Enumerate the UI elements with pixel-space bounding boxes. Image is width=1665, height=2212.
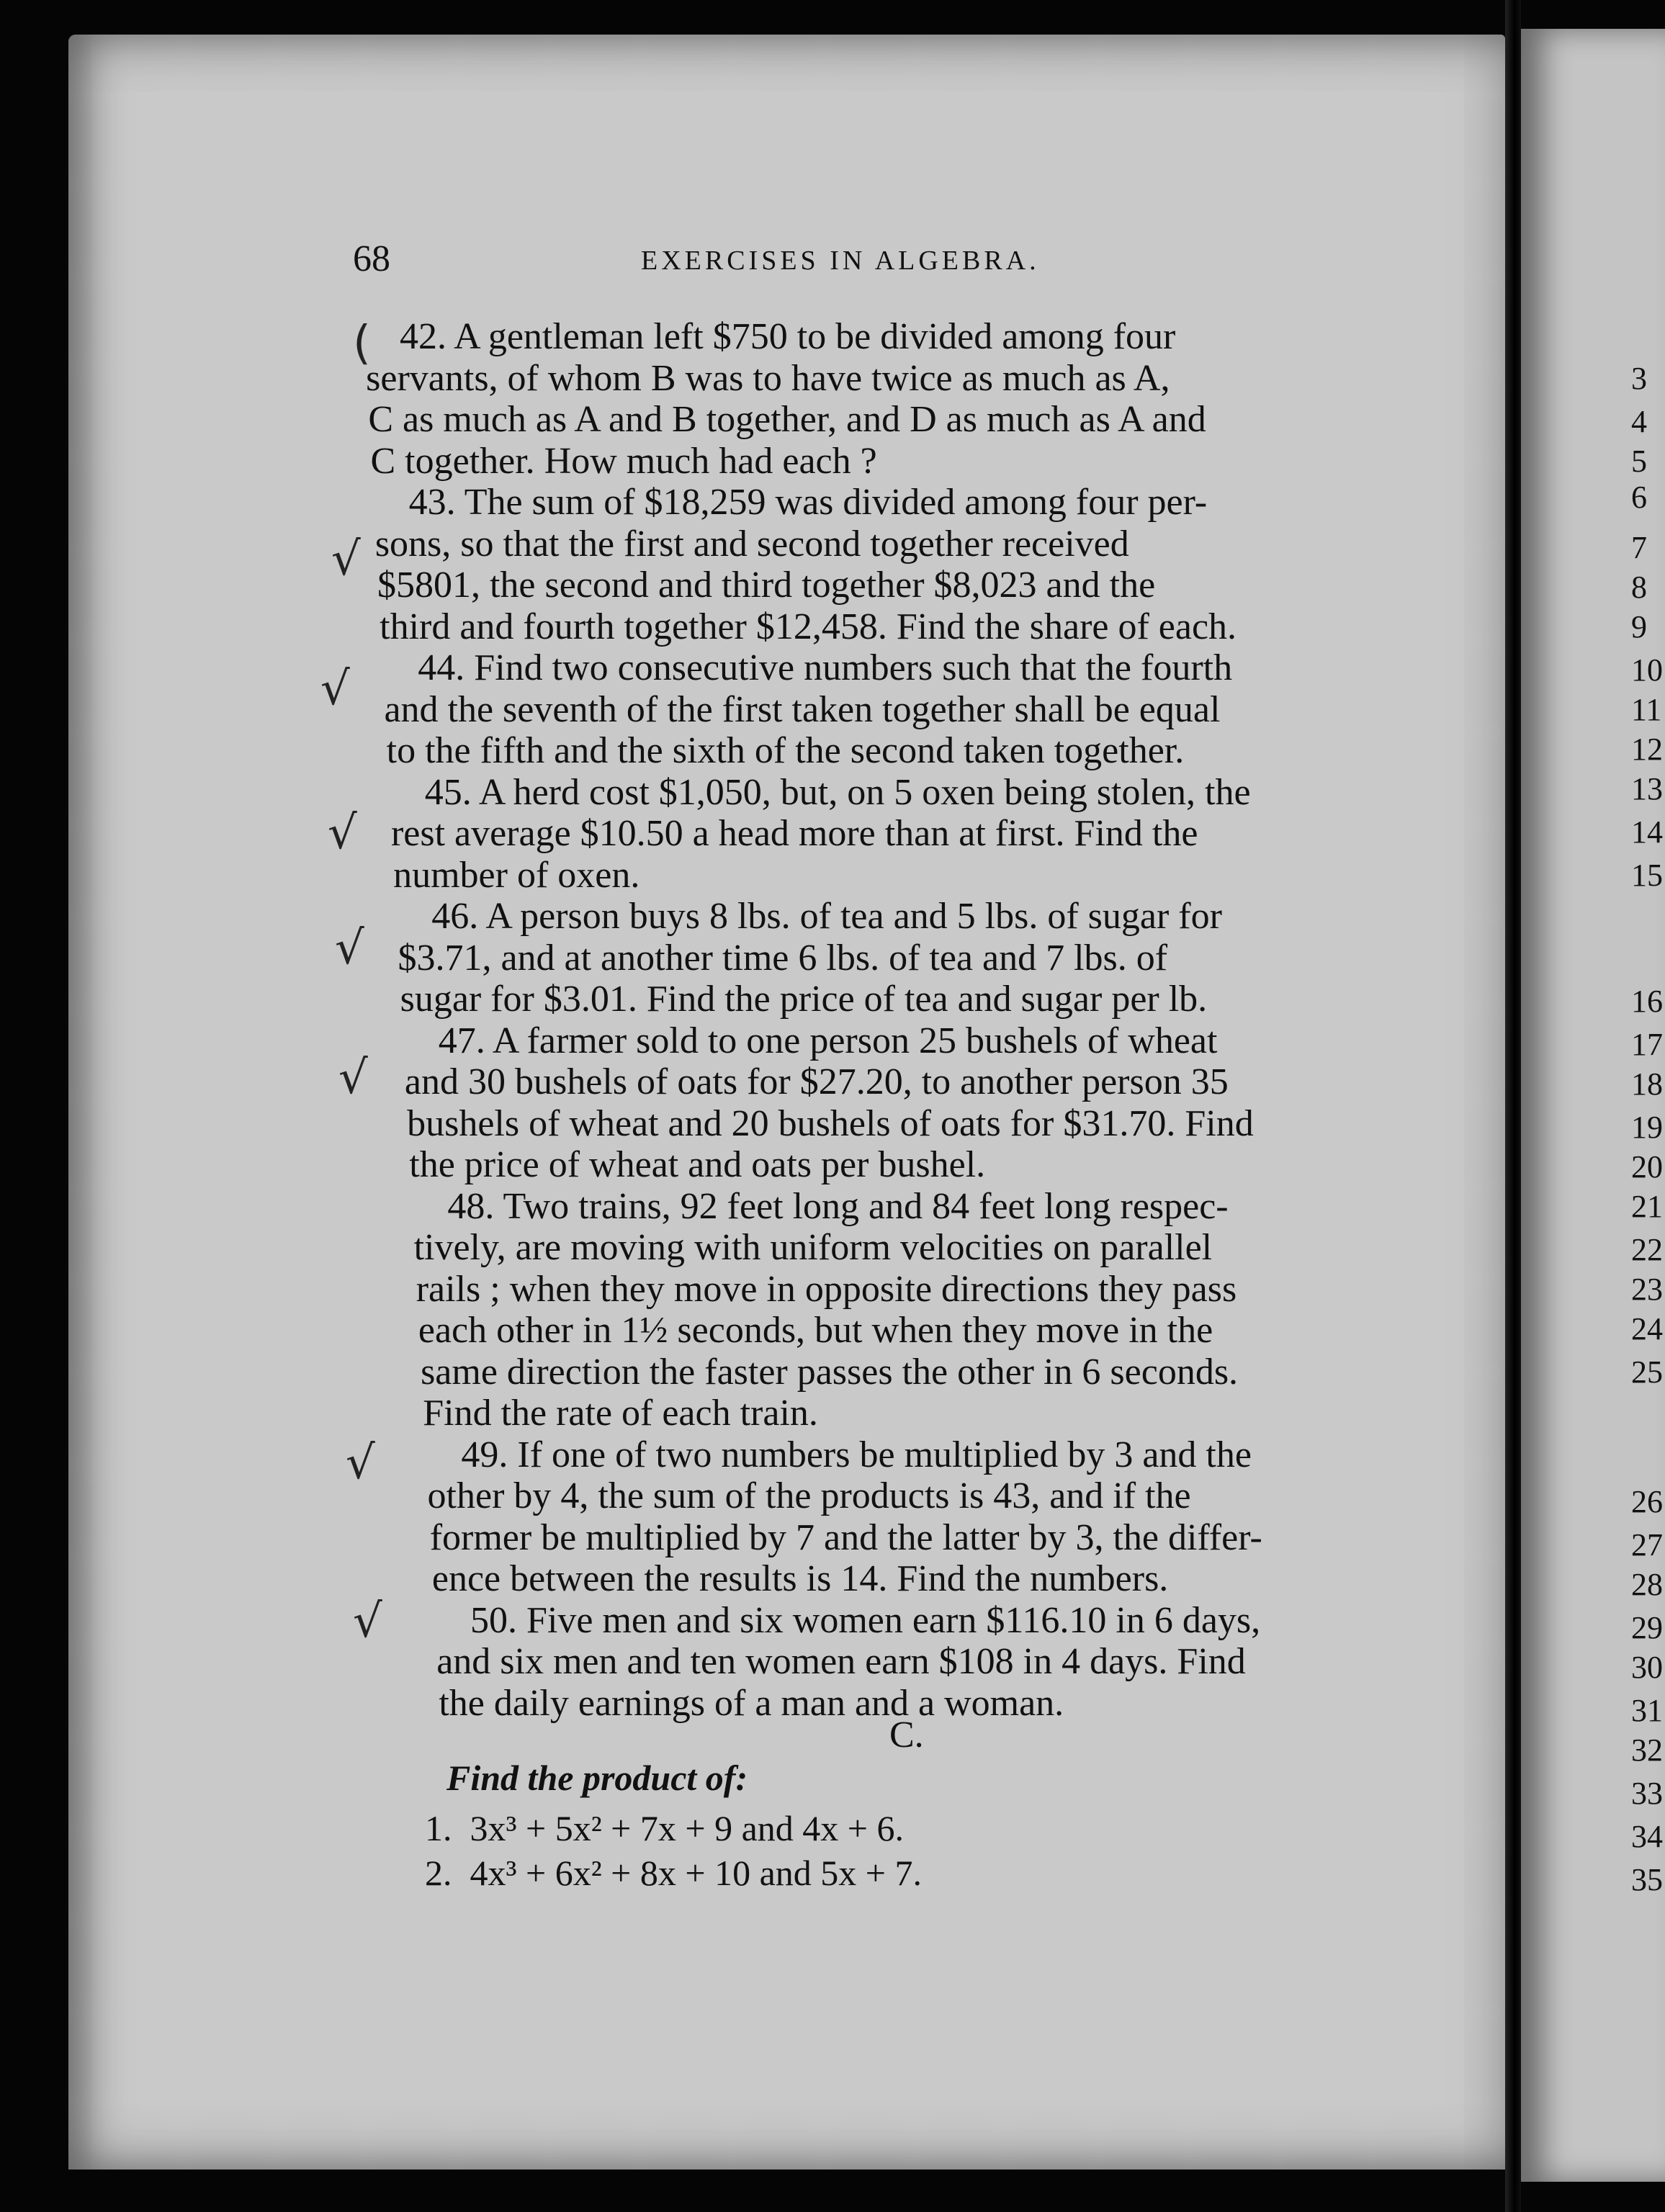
problem-text: and six men and ten women earn $108 in 4 days. Find	[436, 1641, 1246, 1682]
problem-text: bushels of wheat and 20 bushels of oats for $31.70. Find	[407, 1102, 1254, 1144]
section-label: C.	[889, 1714, 924, 1755]
problem-line	[384, 690, 1220, 730]
problem-first-line	[439, 1021, 1218, 1061]
problem-text: C together. How much had each ?	[370, 440, 877, 482]
problem-line	[393, 855, 639, 896]
facing-page-number: 29	[1631, 1610, 1663, 1645]
problem-first-line	[400, 317, 1175, 357]
facing-page-number: 11	[1631, 692, 1662, 727]
facing-page-number: 9	[1631, 609, 1647, 644]
problem-line	[409, 1145, 985, 1185]
facing-page-number: 4	[1631, 404, 1647, 439]
product-item-text: 4x³ + 6x² + 8x + 10 and 5x + 7.	[470, 1853, 922, 1893]
problem-line	[423, 1393, 818, 1434]
problem-number: 46.	[431, 896, 479, 937]
problem-number: 50.	[470, 1599, 518, 1641]
facing-page-number: 32	[1631, 1732, 1663, 1768]
product-item-number: 1.	[425, 1808, 452, 1848]
problem-line	[428, 1476, 1191, 1516]
facing-page-number: 16	[1631, 984, 1663, 1019]
product-item	[425, 1852, 922, 1894]
problem-line	[418, 1310, 1213, 1351]
facing-page-number: 8	[1631, 570, 1647, 605]
facing-page-number: 27	[1631, 1527, 1663, 1563]
problem-line	[398, 938, 1167, 979]
problem-text: sugar for $3.01. Find the price of tea and sugar per lb.	[400, 979, 1208, 1020]
facing-page-number: 12	[1631, 732, 1663, 767]
problem-line	[400, 979, 1208, 1020]
facing-page-number: 35	[1631, 1862, 1663, 1897]
problem-text: Find the rate of each train.	[423, 1393, 818, 1434]
product-item-number: 2.	[425, 1853, 452, 1893]
problem-number: 43.	[408, 482, 456, 523]
problem-first-line	[418, 648, 1232, 688]
problem-text: A farmer sold to one person 25 bushels of wheat	[492, 1020, 1218, 1061]
section-instruction: Find the product of:	[446, 1758, 748, 1798]
problem-text: C as much as A and B together, and D as much as A and	[368, 399, 1206, 440]
problem-text: tively, are moving with uniform velocities on parallel	[413, 1227, 1213, 1268]
problem-line	[405, 1062, 1229, 1102]
problem-text: A herd cost $1,050, but, on 5 oxen being stolen, the	[478, 771, 1251, 813]
problem-number: 45.	[424, 771, 472, 813]
problem-line	[414, 1228, 1213, 1268]
pencil-mark-icon: √	[338, 1051, 368, 1105]
problem-line	[370, 441, 876, 482]
page-number: 68	[353, 238, 390, 279]
problem-first-line	[470, 1601, 1260, 1641]
facing-page-number: 30	[1631, 1650, 1663, 1685]
problem-text: other by 4, the sum of the products is 43, and if the	[427, 1475, 1191, 1516]
facing-page-number: 28	[1631, 1567, 1663, 1602]
problem-first-line	[431, 896, 1222, 937]
problem-text: A gentleman left $750 to be divided among four	[454, 316, 1176, 357]
facing-page-number: 31	[1631, 1693, 1663, 1728]
problem-line	[436, 1642, 1246, 1682]
problem-text: The sum of $18,259 was divided among four per-	[464, 482, 1208, 523]
facing-page-number: 20	[1631, 1149, 1663, 1184]
pencil-mark-icon: √	[320, 662, 350, 716]
problem-line	[430, 1518, 1262, 1558]
problem-text: $3.71, and at another time 6 lbs. of tea and 7 lbs. of	[398, 937, 1168, 979]
pencil-mark-icon: √	[353, 1595, 382, 1648]
problem-line	[375, 524, 1129, 565]
problem-text: the price of wheat and oats per bushel.	[409, 1144, 986, 1185]
problem-line	[421, 1352, 1238, 1393]
facing-page-number: 33	[1631, 1776, 1663, 1811]
pencil-mark-icon: √	[328, 806, 357, 860]
problem-text: to the fifth and the sixth of the second taken together.	[386, 730, 1185, 771]
product-item	[425, 1807, 904, 1849]
problem-number: 48.	[447, 1185, 495, 1227]
problem-number: 47.	[438, 1020, 485, 1061]
problem-text: same direction the faster passes the other in 6 seconds.	[421, 1351, 1239, 1393]
facing-page-number: 34	[1631, 1819, 1663, 1854]
facing-page-number: 6	[1631, 480, 1647, 515]
running-head: EXERCISES IN ALGEBRA.	[641, 246, 1040, 276]
problem-text: If one of two numbers be multiplied by 3 and the	[517, 1434, 1252, 1475]
problem-line	[366, 359, 1170, 399]
problem-text: sons, so that the first and second together received	[374, 523, 1129, 565]
facing-page	[1521, 29, 1665, 2182]
problem-text: number of oxen.	[393, 854, 640, 896]
problem-text: rest average $10.50 a head more than at first. Find the	[390, 813, 1198, 854]
facing-page-number: 7	[1631, 530, 1647, 565]
pencil-mark-icon: √	[346, 1437, 375, 1490]
problem-text: former be multiplied by 7 and the latter by 3, the differ-	[429, 1516, 1262, 1558]
problem-text: rails ; when they move in opposite directions they pass	[416, 1268, 1237, 1310]
facing-page-number: 23	[1631, 1272, 1663, 1307]
problem-first-line	[461, 1435, 1252, 1475]
facing-page-number: 13	[1631, 771, 1663, 806]
facing-page-number: 14	[1631, 814, 1663, 850]
facing-page-number: 10	[1631, 652, 1663, 688]
problem-number: 49.	[461, 1434, 508, 1475]
pencil-mark-icon: √	[335, 922, 364, 975]
problem-line	[368, 400, 1206, 440]
facing-page-number: 5	[1631, 444, 1647, 479]
problem-first-line	[425, 773, 1251, 813]
problem-text: and the seventh of the first taken together shall be equal	[384, 688, 1221, 730]
problem-text: and 30 bushels of oats for $27.20, to another person 35	[404, 1061, 1229, 1102]
problem-line	[377, 565, 1155, 606]
facing-page-number: 22	[1631, 1232, 1663, 1267]
problem-number: 44.	[418, 647, 465, 688]
problem-number: 42.	[400, 316, 446, 357]
problem-text: $5801, the second and third together $8,023 and the	[377, 565, 1156, 606]
problem-text: the daily earnings of a man and a woman.	[439, 1682, 1064, 1724]
problem-first-line	[409, 482, 1208, 523]
problem-line	[416, 1269, 1237, 1310]
facing-page-number: 26	[1631, 1484, 1663, 1519]
facing-page-number: 18	[1631, 1066, 1663, 1102]
pencil-mark-icon: √	[331, 533, 361, 586]
facing-page-number: 25	[1631, 1354, 1663, 1390]
facing-page-number: 21	[1631, 1189, 1663, 1224]
problem-text: A person buys 8 lbs. of tea and 5 lbs. of sugar for	[485, 896, 1222, 937]
facing-page-number: 15	[1631, 858, 1663, 893]
problem-line	[407, 1104, 1254, 1144]
problem-line	[380, 607, 1237, 647]
facing-page-number: 19	[1631, 1110, 1663, 1145]
facing-page-number: 24	[1631, 1311, 1663, 1346]
problem-text: Two trains, 92 feet long and 84 feet long respec-	[503, 1185, 1229, 1227]
pencil-mark-icon: (	[353, 317, 371, 370]
problem-text: each other in 1½ seconds, but when they move in the	[418, 1310, 1213, 1351]
problem-text: ence between the results is 14. Find the numbers.	[431, 1558, 1169, 1599]
book-gutter	[1505, 0, 1521, 2212]
facing-page-number: 17	[1631, 1027, 1663, 1062]
problem-first-line	[447, 1187, 1228, 1227]
problem-line	[387, 731, 1185, 771]
facing-page-number: 3	[1631, 361, 1647, 396]
product-item-text: 3x³ + 5x² + 7x + 9 and 4x + 6.	[470, 1808, 904, 1848]
problem-line	[391, 814, 1198, 854]
problem-line	[439, 1683, 1064, 1724]
problem-line	[432, 1559, 1168, 1599]
problem-text: servants, of whom B was to have twice as much as A,	[366, 357, 1170, 399]
problem-text: Find two consecutive numbers such that the fourth	[474, 647, 1233, 688]
problem-text: third and fourth together $12,458. Find the share of each.	[380, 606, 1237, 647]
problem-text: Five men and six women earn $116.10 in 6 days,	[526, 1599, 1261, 1641]
